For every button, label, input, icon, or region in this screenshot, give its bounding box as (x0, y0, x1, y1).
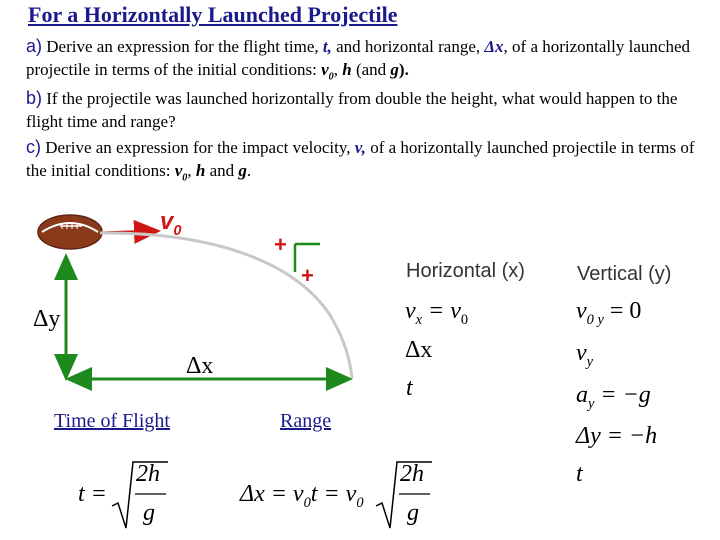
variable-h: h (342, 60, 352, 79)
question-a-text-4: (and (351, 60, 391, 79)
range-formula-lhs: $\Delta x = v_0t = v_0$ (240, 481, 364, 511)
page-title: For a Horizontally Launched Projectile (28, 2, 398, 27)
horizontal-velocity-eq: $v_x = v_0$ (405, 298, 469, 328)
range-formula-denominator: g (407, 500, 419, 526)
question-c-and: and (205, 161, 239, 180)
plus-sign-vertical: + (274, 232, 287, 257)
vertical-initial-velocity-eq: $v_{0 y} = 0$ (576, 298, 642, 328)
vertical-t: t (576, 461, 583, 487)
time-formula-numerator: 2h (136, 461, 160, 487)
vertical-header: Vertical (y) (577, 263, 672, 285)
question-b-label: b) (26, 88, 43, 108)
variable-delta-x: Δx (484, 37, 504, 56)
v0-label: $v_0$ (160, 208, 182, 239)
vertical-displacement-eq: Δy = −h (576, 423, 658, 449)
variable-v0: $v_0$ (321, 60, 334, 83)
time-formula-denominator: g (143, 500, 155, 526)
variable-v0-c: $v_0$ (174, 161, 188, 184)
vertical-acceleration-eq: $a_y = -g$ (576, 382, 651, 412)
question-c-label: c) (26, 137, 41, 157)
variable-g: g (390, 60, 399, 79)
question-c-sep: , (187, 161, 196, 180)
question-a-label: a) (26, 36, 43, 56)
delta-y-label: Δy (33, 306, 61, 332)
question-c-end: . (246, 161, 252, 180)
question-a-text-5: ). (398, 60, 409, 79)
football-icon (38, 215, 102, 249)
question-a-text-1: Derive an expression for the flight time, (42, 37, 323, 56)
question-a-text-3: , of a horizontally launched projectile in terms of the initial conditions: (26, 37, 690, 79)
time-formula-lhs: t = (78, 481, 107, 507)
variable-h-c: h (195, 161, 206, 180)
trajectory-path (100, 233, 352, 378)
question-a-text-2: and horizontal range, (331, 37, 485, 56)
question-b-text: If the projectile was launched horizontally from double the height, what would happen to the flight time and range? (26, 89, 678, 131)
question-c-text-1: Derive an expression for the impact velocity, (41, 138, 355, 157)
variable-t: t, (322, 37, 332, 56)
range-link[interactable]: Range (280, 410, 332, 432)
range-formula-numerator: 2h (400, 461, 424, 487)
horizontal-dx: Δx (405, 337, 433, 363)
plus-sign-horizontal: + (301, 263, 314, 288)
variable-v: v, (354, 138, 366, 157)
delta-x-label: Δx (186, 353, 214, 379)
horizontal-header: Horizontal (x) (406, 260, 525, 282)
question-c-text-2: of a horizontally launched projectile in terms of the initial conditions: (26, 138, 695, 180)
time-of-flight-link[interactable]: Time of Flight (54, 410, 170, 432)
variable-g-c: g (238, 161, 247, 180)
horizontal-t: t (406, 375, 413, 401)
question-a-sep: , (333, 60, 343, 79)
vertical-final-velocity: $v_y$ (576, 340, 594, 370)
